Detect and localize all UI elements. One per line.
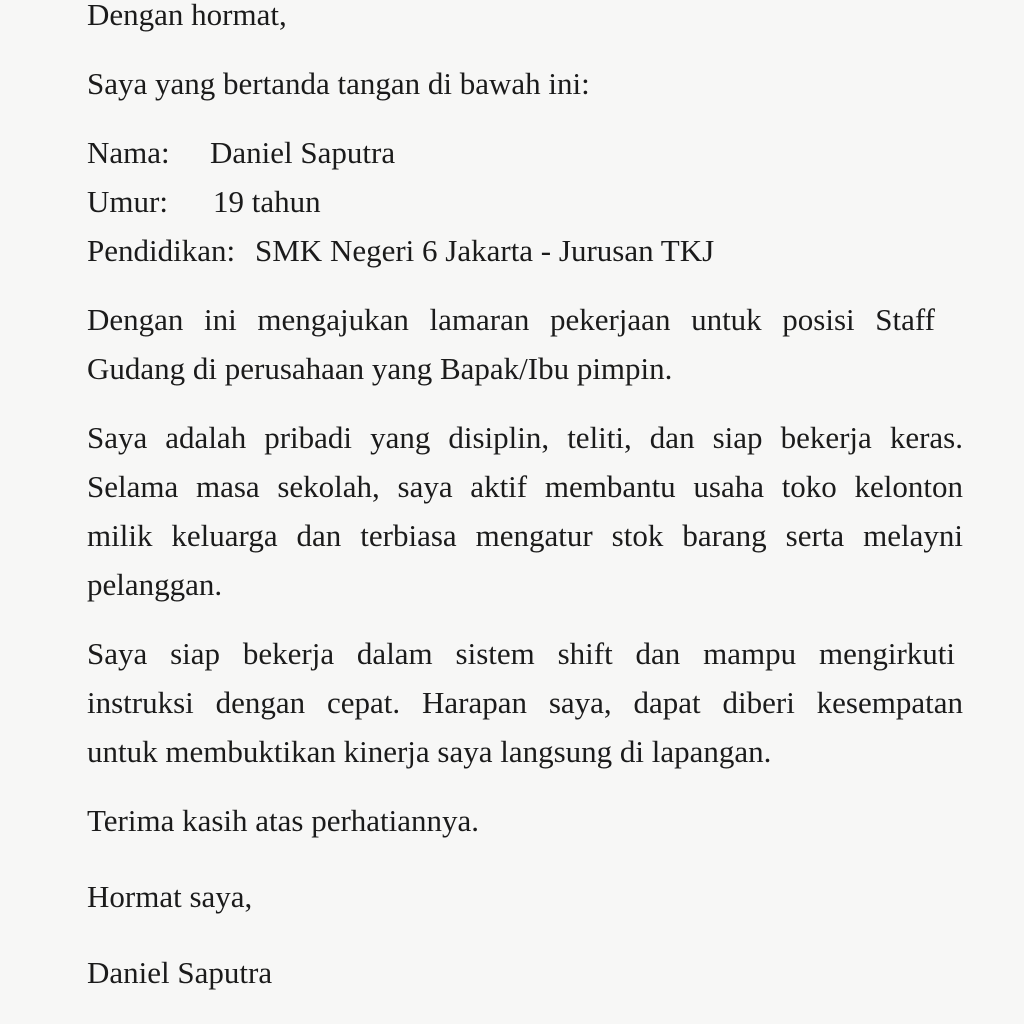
paragraph-application: [87, 295, 963, 393]
umur-value: 19 tahun: [213, 184, 321, 219]
pendidikan-label: Pendidikan:: [87, 233, 236, 268]
nama-value: Daniel Saputra: [210, 135, 396, 170]
cover-letter: [87, 0, 963, 997]
greeting: Dengan hormat,: [87, 0, 287, 32]
paragraph-line: Dengan ini mengajukan lamaran pekerjaan untuk posisi Staff: [87, 302, 935, 337]
thanks-line: Terima kasih atas perhatiannya.: [87, 803, 480, 838]
closing-line: Hormat saya,: [87, 879, 253, 914]
paragraph-line: Gudang di perusahaan yang Bapak/Ibu pimpin.: [87, 351, 673, 386]
signature-name: Daniel Saputra: [87, 955, 273, 990]
field-pendidikan: [87, 226, 963, 275]
nama-label: Nama:: [87, 135, 170, 170]
paragraph-availability: [87, 629, 963, 776]
field-nama: [87, 128, 963, 177]
intro-line: Saya yang bertanda tangan di bawah ini:: [87, 66, 590, 101]
paragraph-line: instruksi dengan cepat. Harapan saya, dapat diberi kesempatan: [87, 685, 963, 720]
paragraph-line: Selama masa sekolah, saya aktif membantu usaha toko kelonton: [87, 469, 963, 504]
field-umur: [87, 177, 963, 226]
paragraph-line: pelanggan.: [87, 567, 223, 602]
paragraph-line: untuk membuktikan kinerja saya langsung di lapangan.: [87, 734, 772, 769]
applicant-details: [87, 128, 963, 275]
pendidikan-value: SMK Negeri 6 Jakarta - Jurusan TKJ: [255, 233, 715, 268]
paragraph-line: milik keluarga dan terbiasa mengatur stok barang serta melayni: [87, 518, 963, 553]
paragraph-line: Saya adalah pribadi yang disiplin, teliti, dan siap bekerja keras.: [87, 420, 963, 455]
umur-label: Umur:: [87, 184, 168, 219]
paragraph-experience: [87, 413, 963, 609]
paragraph-line: Saya siap bekerja dalam sistem shift dan mampu mengirkuti: [87, 636, 955, 671]
